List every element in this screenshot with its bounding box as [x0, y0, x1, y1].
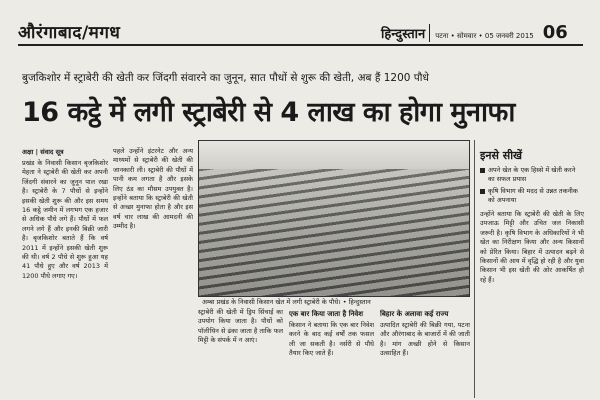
column-5	[380, 308, 470, 398]
sidebar-item: कृषि विभाग की मदद से उन्नत तकनीक को अपनाया	[480, 187, 582, 205]
photo-sky	[199, 141, 469, 169]
column-2: पहले उन्होंने इंटरनेट और अन्य माध्यमों से स्ट्राबेरी की खेती की जानकारी ली। स्ट्राबेरी की पौधों में पानी कम लगता है और इसके लिए ठंड का मौसम उपयुक्त है। इन्होंने बताया कि स्ट्राबेरी की खेती से अच्छा मुनाफा होता है और इस वर्ष चार लाख की आमदनी की उम्मीद है।	[113, 147, 193, 231]
masthead	[381, 22, 568, 43]
sidebar-item: अपने खेत के एक हिस्से में खेती करने का सफल प्रयास	[480, 166, 582, 184]
strawberry-field-photo	[198, 140, 470, 297]
bullet-icon	[480, 189, 485, 194]
photo-caption: अम्बा प्रखंड के निवासी किसान खेत में लगी स्ट्राबेरी के पौधे। • हिन्दुस्तान	[202, 298, 371, 306]
sidebar-body: उन्होंने बताया कि स्ट्राबेरी की खेती के लिए उपजाऊ मिट्टी और उचित जल निकासी जरूरी है। कृषि विभाग के अधिकारियों ने भी खेत का निरीक्षण किया और अन्य किसानों को प्रेरित किया। बिहार में उत्पादन बढ़ने से किसानों की आय में वृद्धि हो रही है और युवा किसान भी इस खेती की ओर आकर्षित हो रहे हैं।	[480, 210, 584, 284]
column-3: स्ट्राबेरी की खेती में ड्रिप सिंचाई का उपयोग किया जाता है। पौधों को पॉलीथिन से ढंका जाता है ताकि फल मिट्टी के संपर्क में न आएं।	[198, 308, 283, 345]
headline: 16 कट्ठे में लगी स्ट्राबेरी से 4 लाख का होगा मुनाफा	[22, 97, 515, 128]
bullet-icon	[480, 168, 485, 173]
column-4	[289, 308, 374, 398]
edition-date: पटना • सोमवार • 05 जनवरी 2015	[435, 32, 534, 40]
column-5-text: उत्पादित स्ट्राबेरी की बिक्री गया, पटना और औरंगाबाद के बाजारों में की जाती है। मांग अच्छी होने से किसान उत्साहित हैं।	[380, 321, 470, 358]
header-rule	[18, 44, 583, 46]
kicker: बुजकिशोर में स्ट्राबेरी की खेती कर जिंदगी संवारने का जुनून, सात पौधों से शुरू की खेती, अब हैं 1200 पौधे	[22, 72, 429, 84]
column-1-text: प्रखंड के निवासी किसान बृजकिशोर मेहता ने स्ट्राबेरी की खेती कर अपनी जिंदगी संवारने का जुनून पाल रखा है। स्ट्राबेरी के 7 पौधों से इन्होंने इसकी खेती शुरू की और इस समय 16 कट्ठे जमीन में लगभग एक हजार से अधिक पौधे लगे हैं। पौधों में फल लगने लगे हैं और इनकी बिक्री जारी है। बृजकिशोर बताते हैं कि वर्ष 2011 में इन्होंने इसकी खेती शुरू की थी। वर्ष 2 पौधे से शुरू हुआ यह 41 पौधे हुए और वर्ष 2013 में 1200 पौधे लगाए गए।	[22, 159, 108, 280]
column-5-subhead: बिहार के अलावा कई राज्य	[380, 310, 449, 318]
sidebar-list	[480, 166, 582, 208]
page-number: 06	[542, 22, 568, 43]
sidebar-divider	[474, 140, 475, 398]
sidebar-title: इनसे सीखें	[480, 149, 523, 162]
byline: अक्षा | संवाद सूत्र	[22, 148, 64, 156]
column-1	[22, 147, 108, 397]
section-header: औरंगाबाद/मगध	[18, 23, 121, 43]
column-4-subhead: एक बार किया जाता है निवेश	[289, 310, 364, 318]
newspaper-logo: हिन्दुस्तान	[381, 24, 430, 42]
column-4-text: किसान ने बताया कि एक बार निवेश करने के बाद कई वर्षों तक फसल ली जा सकती है। नर्सरी से पौधे तैयार किए जाते हैं।	[289, 321, 374, 358]
